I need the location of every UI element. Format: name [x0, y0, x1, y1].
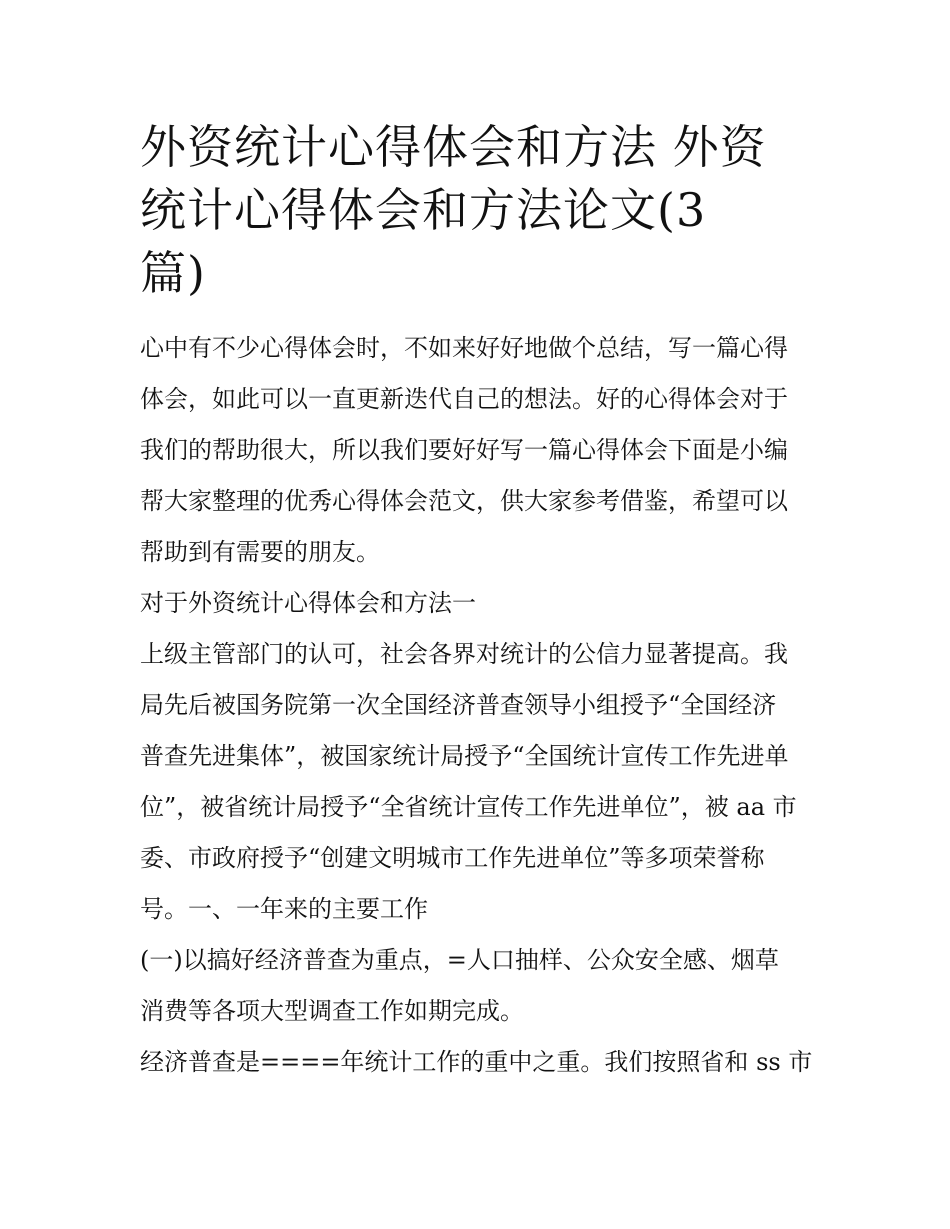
paragraph-line: 经济普查是====年统计工作的重中之重。我们按照省和 ss 市	[140, 1048, 813, 1076]
title-line: 外资统计心得体会和方法 外资	[140, 120, 767, 174]
paragraph-line: 体会，如此可以一直更新迭代自己的想法。好的心得体会对于	[140, 385, 788, 413]
paragraph-line: 位”，被省统计局授予“全省统计宣传工作先进单位”，被 aa 市	[140, 793, 797, 821]
paragraph-line: 号。一、一年来的主要工作	[140, 895, 428, 923]
document-body	[140, 323, 820, 1088]
paragraph-line: 我们的帮助很大，所以我们要好好写一篇心得体会下面是小编	[140, 436, 788, 464]
paragraph-line: 帮大家整理的优秀心得体会范文，供大家参考借鉴，希望可以	[140, 487, 788, 515]
title-line: 统计心得体会和方法论文(3	[140, 183, 707, 237]
title-line: 篇)	[140, 246, 206, 300]
document-title	[140, 116, 820, 305]
paragraph-line: 帮助到有需要的朋友。	[140, 538, 380, 566]
paragraph-line: 上级主管部门的认可，社会各界对统计的公信力显著提高。我	[140, 640, 788, 668]
document-content	[140, 116, 820, 1088]
paragraph-line: (一)以搞好经济普查为重点，=人口抽样、公众安全感、烟草	[140, 946, 779, 974]
paragraph-line: 心中有不少心得体会时，不如来好好地做个总结，写一篇心得	[140, 334, 788, 362]
paragraph-line: 局先后被国务院第一次全国经济普查领导小组授予“全国经济	[140, 691, 777, 719]
paragraph-line: 普查先进集体”，被国家统计局授予“全国统计宣传工作先进单	[140, 742, 789, 770]
paragraph-line: 消费等各项大型调查工作如期完成。	[140, 997, 524, 1025]
paragraph-line: 委、市政府授予“创建文明城市工作先进单位”等多项荣誉称	[140, 844, 765, 872]
section-heading: 对于外资统计心得体会和方法一	[140, 589, 476, 617]
